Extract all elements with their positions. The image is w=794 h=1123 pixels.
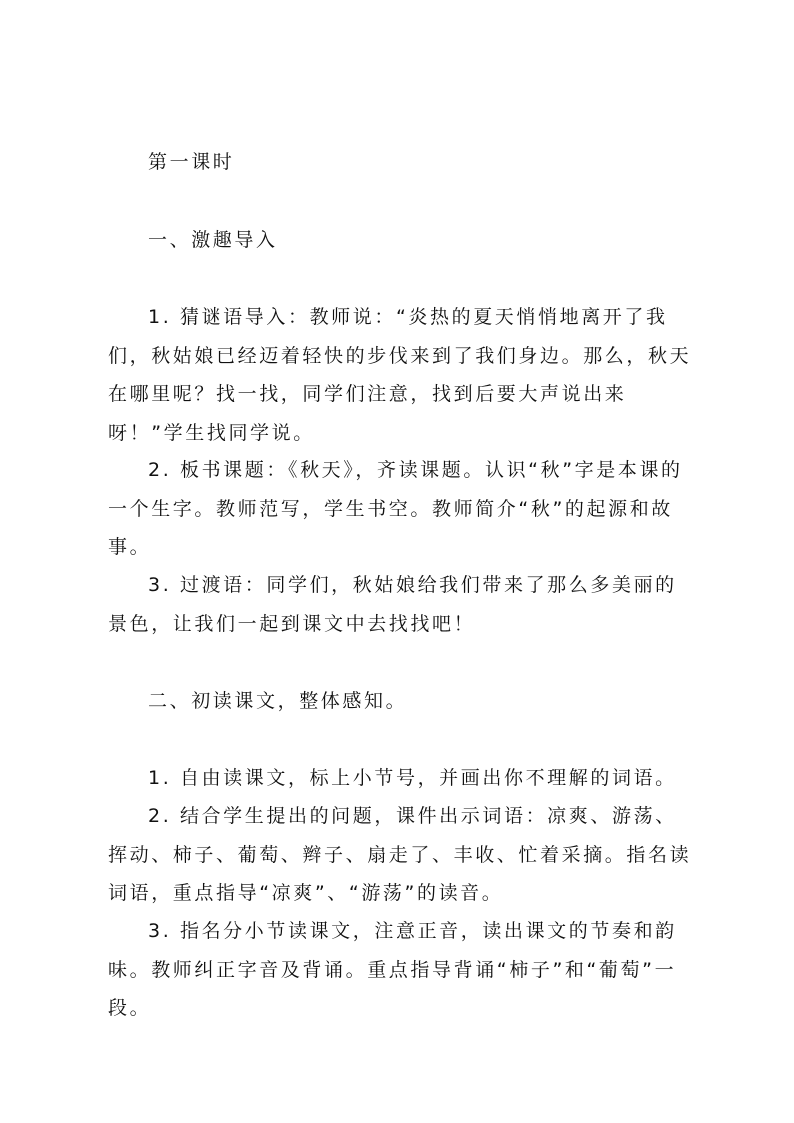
section2-item-3: 3. 指名分小节读课文，注意正音，读出课文的节奏和韵味。教师纠正字音及背诵。重点指导背诵“柿子”和“葡萄”一段。 — [108, 920, 677, 1019]
section2-item-1: 1. 自由读课文，标上小节号，并画出你不理解的词语。 — [148, 767, 677, 789]
section1-item-2: 2. 板书课题：《秋天》，齐读课题。认识“秋”字是本课的一个生字。教师范写，学生书空。教师简介“秋”的起源和故事。 — [108, 459, 683, 558]
lesson-title: 第一课时 — [148, 151, 235, 173]
section-heading-1: 一、激趣导入 — [148, 229, 278, 251]
section2-item-2: 2. 结合学生提出的问题，课件出示词语：凉爽、游荡、挥动、柿子、葡萄、辫子、扇走了、丰收、忙着采摘。指名读词语，重点指导“凉爽”、“游荡”的读音。 — [108, 805, 692, 904]
section-heading-2: 二、初读课文，整体感知。 — [148, 690, 408, 712]
section1-item-1: 1. 猜谜语导入：教师说：“炎热的夏天悄悄地离开了我们，秋姑娘已经迈着轻快的步伐来到了我们身边。那么，秋天在哪里呢？找一找，同学们注意，找到后要大声说出来呀！”学生找同学说。 — [108, 306, 692, 444]
section1-item-3: 3. 过渡语：同学们，秋姑娘给我们带来了那么多美丽的景色，让我们一起到课文中去找找吧！ — [108, 574, 677, 635]
